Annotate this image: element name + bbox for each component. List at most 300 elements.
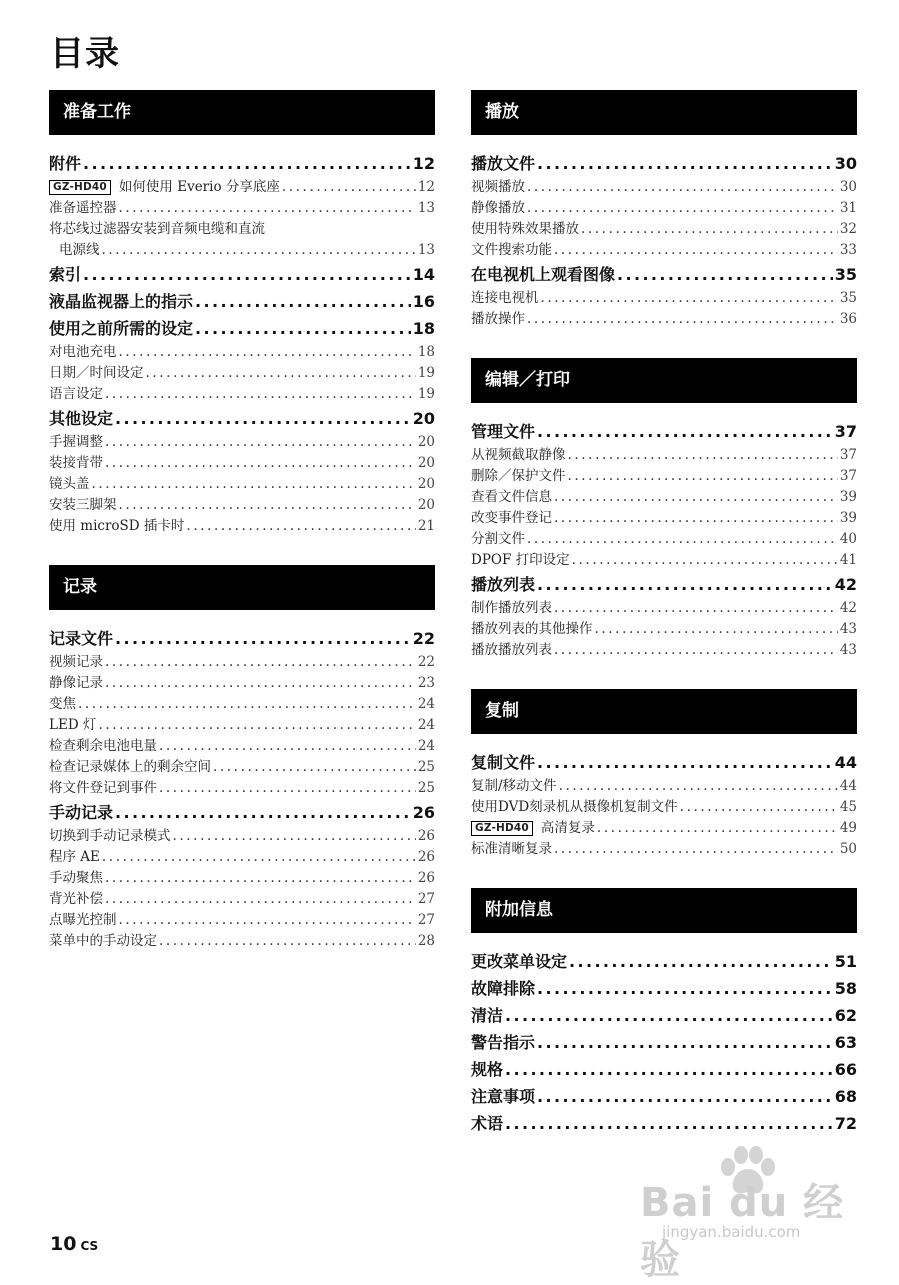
entry-page-number: 19 — [417, 386, 435, 402]
toc-entry[interactable] — [49, 453, 435, 474]
entry-page-number: 33 — [839, 242, 857, 258]
entry-label-wrap — [49, 198, 117, 219]
entry-label: 文件搜索功能 — [471, 242, 552, 258]
entry-label: 索引 — [49, 265, 82, 284]
entry-label: 变焦 — [49, 696, 76, 712]
dot-leader — [102, 847, 416, 868]
entry-label-wrap — [471, 219, 579, 240]
dot-leader — [527, 309, 838, 330]
entry-label-wrap — [49, 342, 117, 363]
entry-page-number: 43 — [839, 621, 857, 637]
entry-label: 液晶监视器上的指示 — [49, 292, 194, 311]
entry-page-number: 30 — [834, 154, 857, 173]
entry-page-number: 18 — [412, 319, 435, 338]
entry-label-wrap — [471, 550, 570, 571]
dot-leader — [105, 673, 416, 694]
entry-label-wrap — [49, 736, 157, 757]
toc-section — [49, 90, 435, 537]
toc-entry-major[interactable] — [49, 405, 435, 432]
dot-leader — [537, 975, 833, 1002]
entry-label-wrap — [471, 571, 535, 598]
entry-label-wrap — [49, 625, 113, 652]
entry-label-wrap — [471, 797, 678, 818]
language-code: CS — [80, 1239, 99, 1253]
dot-leader — [537, 571, 833, 598]
entry-label-wrap — [471, 261, 615, 288]
entry-label-wrap — [49, 150, 81, 177]
entry-label: 术语 — [471, 1114, 504, 1133]
entry-label: 使用 microSD 插卡时 — [49, 518, 185, 534]
toc-entry[interactable] — [471, 619, 857, 640]
toc-entry[interactable] — [49, 432, 435, 453]
dot-leader — [554, 839, 838, 860]
dot-leader — [537, 1029, 833, 1056]
entry-page-number: 20 — [417, 476, 435, 492]
entry-label-wrap — [49, 315, 193, 342]
entry-label: 程序 AE — [49, 849, 100, 865]
toc-entry-major[interactable] — [49, 150, 435, 177]
entry-page-number: 27 — [417, 912, 435, 928]
toc-entry[interactable] — [471, 487, 857, 508]
toc-entry-major[interactable] — [49, 288, 435, 315]
dot-leader — [537, 749, 833, 776]
entry-page-number: 31 — [839, 200, 857, 216]
entry-label-wrap — [471, 619, 593, 640]
entry-page-number: 23 — [417, 675, 435, 691]
entry-page-number: 39 — [839, 510, 857, 526]
entry-label-wrap — [49, 453, 103, 474]
toc-entry[interactable] — [471, 466, 857, 487]
entry-label: 使用特殊效果播放 — [471, 221, 579, 237]
toc-entry[interactable] — [471, 445, 857, 466]
entry-page-number: 50 — [839, 841, 857, 857]
dot-leader — [195, 288, 411, 315]
page-number: 10 — [50, 1233, 77, 1255]
entry-label-wrap — [471, 529, 525, 550]
dot-leader — [568, 445, 838, 466]
toc-entry-major[interactable] — [471, 1110, 857, 1137]
toc-entry[interactable] — [49, 868, 435, 889]
entry-label-wrap — [471, 445, 566, 466]
entry-label: 从视频截取静像 — [471, 447, 566, 463]
dot-leader — [537, 1083, 833, 1110]
entry-label: 镜头盖 — [49, 476, 90, 492]
toc-entry-line: 将芯线过滤器安装到音频电缆和直流 — [49, 221, 265, 237]
dot-leader — [105, 889, 416, 910]
entry-page-number: 49 — [839, 820, 857, 836]
entry-page-number: 25 — [417, 780, 435, 796]
entry-label: 播放播放列表 — [471, 642, 552, 658]
dot-leader — [105, 868, 416, 889]
entry-label: 制作播放列表 — [471, 600, 552, 616]
toc-entry-major[interactable] — [471, 150, 857, 177]
entry-page-number: 39 — [839, 489, 857, 505]
entry-label-wrap — [49, 652, 103, 673]
entry-page-number: 42 — [834, 575, 857, 594]
entry-page-number: 24 — [417, 696, 435, 712]
toc-entry[interactable] — [49, 778, 435, 799]
toc-entry[interactable] — [49, 757, 435, 778]
toc-entry[interactable] — [49, 342, 435, 363]
entry-label-wrap — [471, 1056, 503, 1083]
entry-page-number: 14 — [412, 265, 435, 284]
dot-leader — [537, 150, 833, 177]
entry-label: 手动记录 — [49, 803, 114, 822]
entry-page-number: 43 — [839, 642, 857, 658]
entry-label: 电源线 — [59, 242, 100, 258]
entry-label: 高清复录 — [540, 820, 595, 836]
entry-label-wrap — [49, 673, 103, 694]
entry-label-wrap — [471, 776, 557, 797]
entry-label: DPOF 打印设定 — [471, 552, 570, 568]
entry-label-wrap — [471, 839, 552, 860]
toc-entry-major[interactable] — [471, 975, 857, 1002]
entry-page-number: 22 — [417, 654, 435, 670]
toc-entry-major[interactable] — [471, 1056, 857, 1083]
toc-entry[interactable] — [471, 309, 857, 330]
entry-page-number: 26 — [417, 870, 435, 886]
toc-entry-major[interactable] — [49, 315, 435, 342]
entry-label: 规格 — [471, 1060, 504, 1079]
dot-leader — [105, 432, 416, 453]
entry-label: 标准清晰复录 — [471, 841, 552, 857]
toc-entry[interactable] — [471, 776, 857, 797]
entry-page-number: 25 — [417, 759, 435, 775]
entry-page-number: 12 — [417, 179, 435, 195]
dot-leader — [78, 694, 416, 715]
entry-page-number: 37 — [834, 422, 857, 441]
entry-label: 复制/移动文件 — [471, 778, 557, 794]
dot-leader — [541, 288, 838, 309]
toc-entry[interactable] — [49, 652, 435, 673]
toc-entry[interactable] — [49, 495, 435, 516]
toc-entry[interactable] — [471, 240, 857, 261]
dot-leader — [186, 516, 415, 537]
dot-leader — [159, 778, 416, 799]
dot-leader — [115, 405, 411, 432]
entry-label: 语言设定 — [49, 386, 103, 402]
entry-label-wrap — [471, 150, 535, 177]
entry-page-number: 22 — [412, 629, 435, 648]
entry-label-wrap — [49, 177, 280, 198]
toc-entry[interactable] — [471, 219, 857, 240]
entry-label-wrap — [49, 432, 103, 453]
entry-label: 注意事项 — [471, 1087, 536, 1106]
dot-leader — [527, 198, 838, 219]
toc-section — [49, 565, 435, 952]
toc-entry[interactable] — [471, 550, 857, 571]
entry-label-wrap — [471, 288, 539, 309]
entry-page-number: 21 — [417, 518, 435, 534]
toc-entry[interactable] — [471, 818, 857, 839]
entry-label-wrap — [471, 975, 535, 1002]
toc-entry-major[interactable] — [49, 261, 435, 288]
toc-entry[interactable] — [49, 673, 435, 694]
section-header: 编辑／打印 — [471, 358, 857, 403]
entry-page-number: 20 — [412, 409, 435, 428]
entry-page-number: 28 — [417, 933, 435, 949]
left-column — [49, 90, 435, 980]
toc-entry[interactable] — [49, 847, 435, 868]
dot-leader — [105, 384, 416, 405]
entry-label: 静像播放 — [471, 200, 525, 216]
entry-label: 播放列表的其他操作 — [471, 621, 593, 637]
toc-entry-major[interactable] — [471, 948, 857, 975]
dot-leader — [595, 619, 838, 640]
entry-label: 切换到手动记录模式 — [49, 828, 171, 844]
entry-label-wrap — [471, 240, 552, 261]
toc-entry[interactable] — [49, 177, 435, 198]
entry-label-wrap — [471, 177, 525, 198]
toc-entry[interactable] — [471, 529, 857, 550]
toc-entry-major[interactable] — [471, 1002, 857, 1029]
entry-label-wrap — [471, 1029, 535, 1056]
entry-page-number: 68 — [834, 1087, 857, 1106]
toc-entry[interactable] — [471, 198, 857, 219]
entry-label: 连接电视机 — [471, 290, 539, 306]
dot-leader — [568, 466, 838, 487]
toc-entry[interactable] — [49, 198, 435, 219]
toc-entry[interactable] — [471, 508, 857, 529]
entry-label-wrap — [49, 931, 157, 952]
toc-entry[interactable] — [471, 177, 857, 198]
entry-page-number: 16 — [412, 292, 435, 311]
dot-leader — [282, 177, 416, 198]
toc-entry[interactable] — [49, 889, 435, 910]
entry-page-number: 35 — [834, 265, 857, 284]
dot-leader — [102, 240, 416, 261]
entry-label-wrap — [471, 1110, 503, 1137]
toc-entry[interactable] — [49, 736, 435, 757]
dot-leader — [119, 342, 416, 363]
entry-label: 播放文件 — [471, 154, 536, 173]
toc-entry-major[interactable] — [49, 799, 435, 826]
entry-label-wrap — [49, 405, 113, 432]
entry-label-wrap — [471, 198, 525, 219]
dot-leader — [92, 474, 416, 495]
toc-entry[interactable] — [49, 384, 435, 405]
entry-label: 手动聚焦 — [49, 870, 103, 886]
entry-page-number: 20 — [417, 455, 435, 471]
toc-entry-major[interactable] — [471, 261, 857, 288]
dot-leader — [119, 198, 416, 219]
entry-label: 附件 — [49, 154, 82, 173]
entry-label-wrap — [49, 757, 211, 778]
entry-label-wrap — [471, 1083, 535, 1110]
dot-leader — [146, 363, 416, 384]
entry-page-number: 66 — [834, 1060, 857, 1079]
toc-entry[interactable] — [49, 931, 435, 952]
entry-page-number: 62 — [834, 1006, 857, 1025]
dot-leader — [505, 1056, 833, 1083]
dot-leader — [83, 150, 411, 177]
entry-page-number: 35 — [839, 290, 857, 306]
entry-page-number: 27 — [417, 891, 435, 907]
toc-entry-major[interactable] — [471, 418, 857, 445]
entry-label-wrap — [471, 948, 567, 975]
entry-label: 播放列表 — [471, 575, 536, 594]
dot-leader — [119, 495, 416, 516]
watermark — [640, 1145, 860, 1283]
entry-label: 复制文件 — [471, 753, 536, 772]
toc-entry[interactable] — [49, 826, 435, 847]
toc-entry-major[interactable] — [471, 1083, 857, 1110]
entry-label: 装接背带 — [49, 455, 103, 471]
dot-leader — [680, 797, 838, 818]
entry-label: 故障排除 — [471, 979, 536, 998]
entry-label: 手握调整 — [49, 434, 103, 450]
entry-label-wrap — [471, 309, 525, 330]
toc-entry[interactable] — [49, 694, 435, 715]
toc-entry[interactable] — [49, 516, 435, 537]
dot-leader — [554, 508, 838, 529]
dot-leader — [527, 177, 838, 198]
entry-label-wrap — [471, 487, 552, 508]
entry-label: 检查记录媒体上的剩余空间 — [49, 759, 211, 775]
entry-label: 管理文件 — [471, 422, 536, 441]
dot-leader — [554, 240, 838, 261]
entry-label: 其他设定 — [49, 409, 114, 428]
entry-label: 准备遥控器 — [49, 200, 117, 216]
toc-entry[interactable] — [49, 240, 435, 261]
entry-label: 记录文件 — [49, 629, 114, 648]
entry-label-wrap — [471, 818, 595, 839]
entry-label-wrap — [49, 261, 81, 288]
entry-label: 使用DVD刻录机从摄像机复制文件 — [471, 799, 678, 815]
entry-label: 如何使用 Everio 分享底座 — [118, 179, 280, 195]
dot-leader — [195, 315, 411, 342]
toc-entry[interactable] — [471, 598, 857, 619]
toc-entry[interactable] — [471, 640, 857, 661]
section-header: 准备工作 — [49, 90, 435, 135]
entry-page-number: 18 — [417, 344, 435, 360]
dot-leader — [115, 625, 411, 652]
entry-label: 日期／时间设定 — [49, 365, 144, 381]
model-badge: GZ-HD40 — [471, 821, 533, 836]
entry-page-number: 40 — [839, 531, 857, 547]
page-footer — [50, 1233, 98, 1255]
section-header: 播放 — [471, 90, 857, 135]
dot-leader — [159, 931, 416, 952]
entry-label-wrap — [471, 418, 535, 445]
entry-page-number: 26 — [417, 849, 435, 865]
entry-label: 安装三脚架 — [49, 497, 117, 513]
entry-page-number: 26 — [412, 803, 435, 822]
entry-label-wrap — [49, 799, 113, 826]
entry-label-wrap — [49, 826, 171, 847]
dot-leader — [115, 799, 411, 826]
entry-label: 使用之前所需的设定 — [49, 319, 194, 338]
toc-entry-major[interactable] — [49, 625, 435, 652]
entry-page-number: 20 — [417, 497, 435, 513]
toc-section — [471, 358, 857, 661]
entry-page-number: 51 — [834, 952, 857, 971]
section-header: 附加信息 — [471, 888, 857, 933]
toc-section — [471, 90, 857, 330]
entry-label-wrap — [49, 778, 157, 799]
entry-label: 播放操作 — [471, 311, 525, 327]
entry-label: 背光补偿 — [49, 891, 103, 907]
toc-entry[interactable] — [49, 715, 435, 736]
toc-entry-major[interactable] — [471, 571, 857, 598]
model-badge: GZ-HD40 — [49, 180, 111, 195]
entry-page-number: 12 — [412, 154, 435, 173]
toc-entry-major[interactable] — [471, 1029, 857, 1056]
entry-label: 删除／保护文件 — [471, 468, 566, 484]
entry-label: 警告指示 — [471, 1033, 536, 1052]
dot-leader — [559, 776, 838, 797]
dot-leader — [527, 529, 838, 550]
entry-label: 对电池充电 — [49, 344, 117, 360]
entry-page-number: 45 — [839, 799, 857, 815]
entry-page-number: 19 — [417, 365, 435, 381]
entry-label-wrap — [49, 694, 76, 715]
entry-page-number: 37 — [839, 447, 857, 463]
dot-leader — [159, 736, 416, 757]
toc-entry[interactable] — [471, 797, 857, 818]
toc-entry[interactable] — [471, 288, 857, 309]
toc-entry[interactable] — [49, 474, 435, 495]
dot-leader — [581, 219, 838, 240]
right-column — [471, 90, 857, 1165]
toc-entry[interactable] — [471, 839, 857, 860]
page-title: 目录 — [50, 34, 120, 74]
dot-leader — [505, 1110, 833, 1137]
entry-page-number: 24 — [417, 738, 435, 754]
entry-page-number: 13 — [417, 242, 435, 258]
entry-page-number: 13 — [417, 200, 435, 216]
entry-page-number: 44 — [834, 753, 857, 772]
dot-leader — [98, 715, 415, 736]
dot-leader — [572, 550, 838, 571]
watermark-url: jingyan.baidu.com — [662, 1223, 801, 1241]
entry-label: LED 灯 — [49, 717, 97, 733]
toc-entry[interactable] — [49, 910, 435, 931]
entry-page-number: 63 — [834, 1033, 857, 1052]
entry-label-wrap — [49, 495, 117, 516]
entry-page-number: 44 — [839, 778, 857, 794]
entry-label: 检查剩余电池电量 — [49, 738, 157, 754]
dot-leader — [83, 261, 411, 288]
toc-entry-major[interactable] — [471, 749, 857, 776]
entry-page-number: 41 — [839, 552, 857, 568]
entry-label-wrap — [49, 363, 144, 384]
entry-page-number: 32 — [839, 221, 857, 237]
entry-label-wrap — [471, 508, 552, 529]
dot-leader — [537, 418, 833, 445]
dot-leader — [105, 453, 416, 474]
entry-label: 改变事件登记 — [471, 510, 552, 526]
entry-label: 在电视机上观看图像 — [471, 265, 616, 284]
entry-label-wrap — [49, 868, 103, 889]
entry-label: 分割文件 — [471, 531, 525, 547]
entry-label-wrap — [49, 889, 103, 910]
entry-label: 视频记录 — [49, 654, 103, 670]
toc-entry[interactable] — [49, 363, 435, 384]
entry-label: 更改菜单设定 — [471, 952, 568, 971]
entry-label: 清洁 — [471, 1006, 504, 1025]
section-header: 复制 — [471, 689, 857, 734]
entry-page-number: 58 — [834, 979, 857, 998]
entry-label-wrap — [49, 384, 103, 405]
entry-page-number: 30 — [839, 179, 857, 195]
toc-section — [471, 888, 857, 1137]
dot-leader — [554, 640, 838, 661]
entry-page-number: 37 — [839, 468, 857, 484]
dot-leader — [505, 1002, 833, 1029]
dot-leader — [554, 487, 838, 508]
entry-label: 视频播放 — [471, 179, 525, 195]
